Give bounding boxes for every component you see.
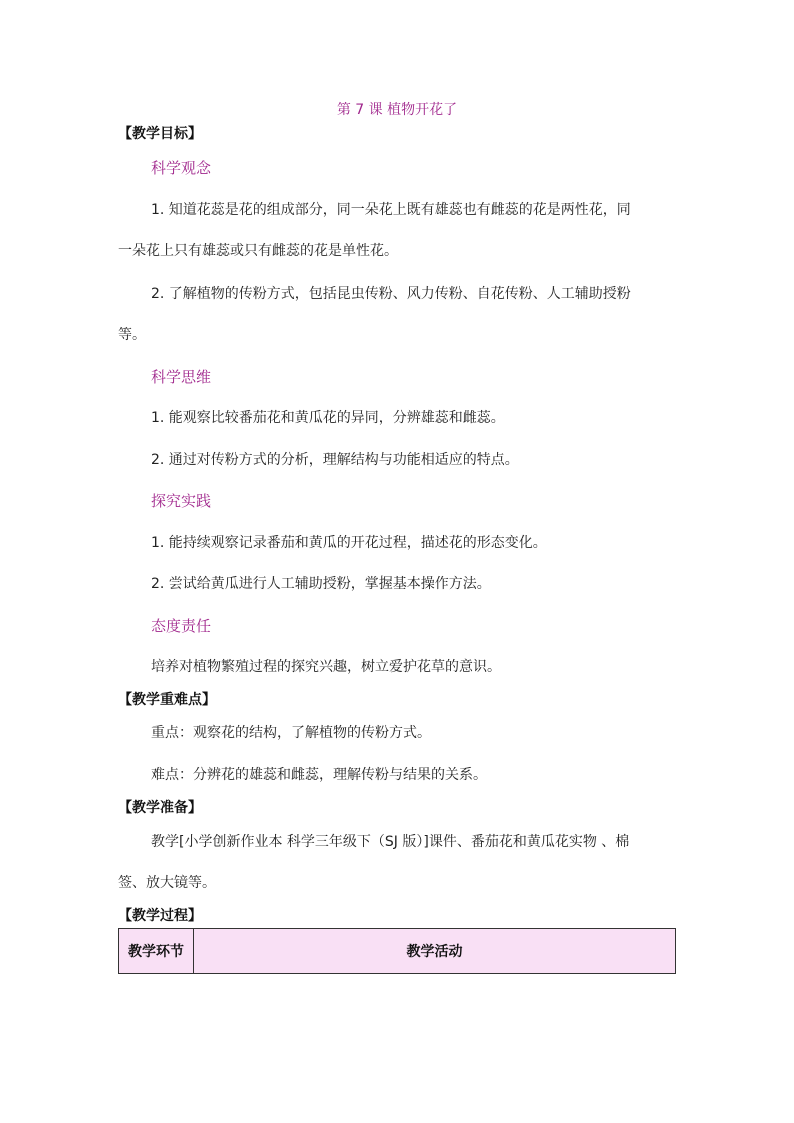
subheading-practice: 探究实践: [151, 492, 212, 510]
section-heading-prep: 【教学准备】: [118, 800, 202, 816]
paragraph-key-1: 重点：观察花的结构，了解植物的传粉方式。: [151, 725, 431, 741]
paragraph-prep-line2: 签、放大镜等。: [118, 875, 216, 891]
section-heading-key: 【教学重难点】: [118, 692, 216, 708]
paragraph-practice-1: 1. 能持续观察记录番茄和黄瓜的开花过程，描述花的形态变化。: [151, 535, 547, 551]
subheading-thinking: 科学思维: [151, 368, 212, 386]
subheading-concept: 科学观念: [151, 159, 212, 177]
table-header-stage: 教学环节: [119, 929, 194, 974]
subheading-attitude: 态度责任: [151, 617, 212, 635]
paragraph-prep-line1: 教学[小学创新作业本 科学三年级下（SJ 版）]课件、番茄花和黄瓜花实物 、棉: [151, 834, 630, 850]
paragraph-key-2: 难点：分辨花的雄蕊和雌蕊，理解传粉与结果的关系。: [151, 767, 487, 783]
paragraph-concept-2-line2: 等。: [118, 327, 146, 343]
table-header-row: [119, 929, 676, 974]
section-heading-goals: 【教学目标】: [118, 126, 202, 142]
paragraph-thinking-1: 1. 能观察比较番茄花和黄瓜花的异同，分辨雄蕊和雌蕊。: [151, 410, 505, 426]
lesson-title: 第 7 课 植物开花了: [336, 102, 458, 118]
process-table: [118, 928, 676, 974]
paragraph-thinking-2: 2. 通过对传粉方式的分析，理解结构与功能相适应的特点。: [151, 452, 519, 468]
paragraph-concept-2-line1: 2. 了解植物的传粉方式，包括昆虫传粉、风力传粉、自花传粉、人工辅助授粉: [151, 286, 631, 302]
paragraph-concept-1-line1: 1. 知道花蕊是花的组成部分，同一朵花上既有雄蕊也有雌蕊的花是两性花，同: [151, 202, 631, 218]
section-heading-process: 【教学过程】: [118, 908, 202, 924]
paragraph-practice-2: 2. 尝试给黄瓜进行人工辅助授粉，掌握基本操作方法。: [151, 576, 491, 592]
table-header-activity: 教学活动: [194, 929, 676, 974]
paragraph-concept-1-line2: 一朵花上只有雄蕊或只有雌蕊的花是单性花。: [118, 243, 398, 259]
paragraph-attitude-1: 培养对植物繁殖过程的探究兴趣，树立爱护花草的意识。: [151, 659, 501, 675]
